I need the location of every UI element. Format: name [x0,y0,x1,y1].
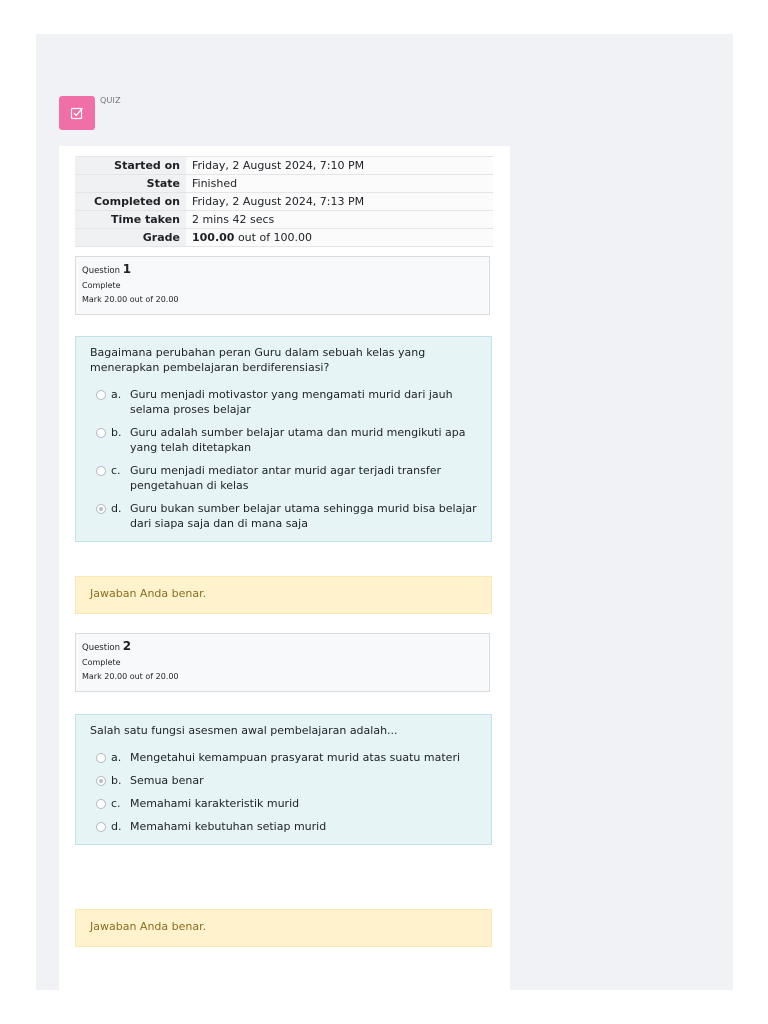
summary-row-time-taken [75,211,493,229]
question-feedback-1: Jawaban Anda benar. [75,576,492,614]
summary-row-started [75,157,493,175]
summary-value: Friday, 2 August 2024, 7:13 PM [186,193,493,211]
page-container [36,34,733,990]
summary-label: State [75,175,186,193]
question-label: Question [82,643,121,653]
summary-label: Started on [75,157,186,175]
option-text: Guru menjadi mediator antar murid agar terjadi transfer pengetahuan di kelas [130,464,441,492]
question-mark: Mark 20.00 out of 20.00 [82,295,179,304]
answer-option-a[interactable] [90,387,477,417]
option-letter: a. [111,751,122,764]
radio-button[interactable] [96,753,106,763]
option-letter: a. [111,388,122,401]
option-text: Guru adalah sumber belajar utama dan murid mengikuti apa yang telah ditetapkan [130,426,466,454]
question-content-2 [75,714,492,845]
radio-button[interactable] [96,428,106,438]
option-text: Memahami karakteristik murid [130,797,300,810]
question-state: Complete [82,658,121,667]
question-number-value: 2 [122,639,132,653]
question-content-1 [75,336,492,542]
option-letter: b. [111,426,122,439]
option-text: Guru bukan sumber belajar utama sehingga murid bisa belajar dari siapa saja dan di mana saja [130,502,477,530]
option-letter: c. [111,464,121,477]
radio-button[interactable] [96,799,106,809]
option-letter: b. [111,774,122,787]
answer-option-a[interactable] [90,750,477,765]
question-feedback-2: Jawaban Anda benar. [75,909,492,947]
option-letter: d. [111,820,122,833]
radio-button[interactable] [96,466,106,476]
question-prompt: Salah satu fungsi asesmen awal pembelajaran adalah... [90,724,398,737]
option-letter: c. [111,797,121,810]
attempt-summary-table [75,156,493,247]
question-number-value: 1 [122,262,132,276]
answer-option-d[interactable] [90,819,477,834]
summary-label: Completed on [75,193,186,211]
summary-label: Time taken [75,211,186,229]
answer-option-b[interactable] [90,773,477,788]
question-state: Complete [82,281,121,290]
option-text: Memahami kebutuhan setiap murid [130,820,327,833]
question-info-2 [75,633,490,692]
option-text: Guru menjadi motivastor yang mengamati murid dari jauh selama proses belajar [130,388,453,416]
question-number [82,262,483,276]
question-info-1 [75,256,490,315]
option-text: Semua benar [130,774,204,787]
option-letter: d. [111,502,122,515]
summary-value: Friday, 2 August 2024, 7:10 PM [186,157,493,175]
summary-row-completed [75,193,493,211]
question-label: Question [82,266,121,276]
option-text: Mengetahui kemampuan prasyarat murid atas suatu materi [130,751,461,764]
question-mark: Mark 20.00 out of 20.00 [82,672,179,681]
radio-button[interactable] [96,390,106,400]
radio-button[interactable] [96,776,106,786]
answer-option-b[interactable] [90,425,477,455]
summary-value [186,229,493,247]
answer-options [90,750,477,834]
summary-row-state [75,175,493,193]
activity-type-label: QUIZ [100,96,121,105]
summary-row-grade [75,229,493,247]
summary-label: Grade [75,229,186,247]
answer-option-c[interactable] [90,463,477,493]
question-prompt: Bagaimana perubahan peran Guru dalam sebuah kelas yang menerapkan pembelajaran berdiferensiasi? [90,346,426,374]
quiz-icon [59,96,95,130]
question-number [82,639,483,653]
radio-button[interactable] [96,504,106,514]
summary-value: Finished [186,175,493,193]
answer-options [90,387,477,531]
radio-button[interactable] [96,822,106,832]
summary-value: 2 mins 42 secs [186,211,493,229]
review-card [59,146,510,990]
answer-option-c[interactable] [90,796,477,811]
grade-score: 100.00 [192,231,235,244]
grade-total: out of 100.00 [234,231,313,244]
answer-option-d[interactable] [90,501,477,531]
